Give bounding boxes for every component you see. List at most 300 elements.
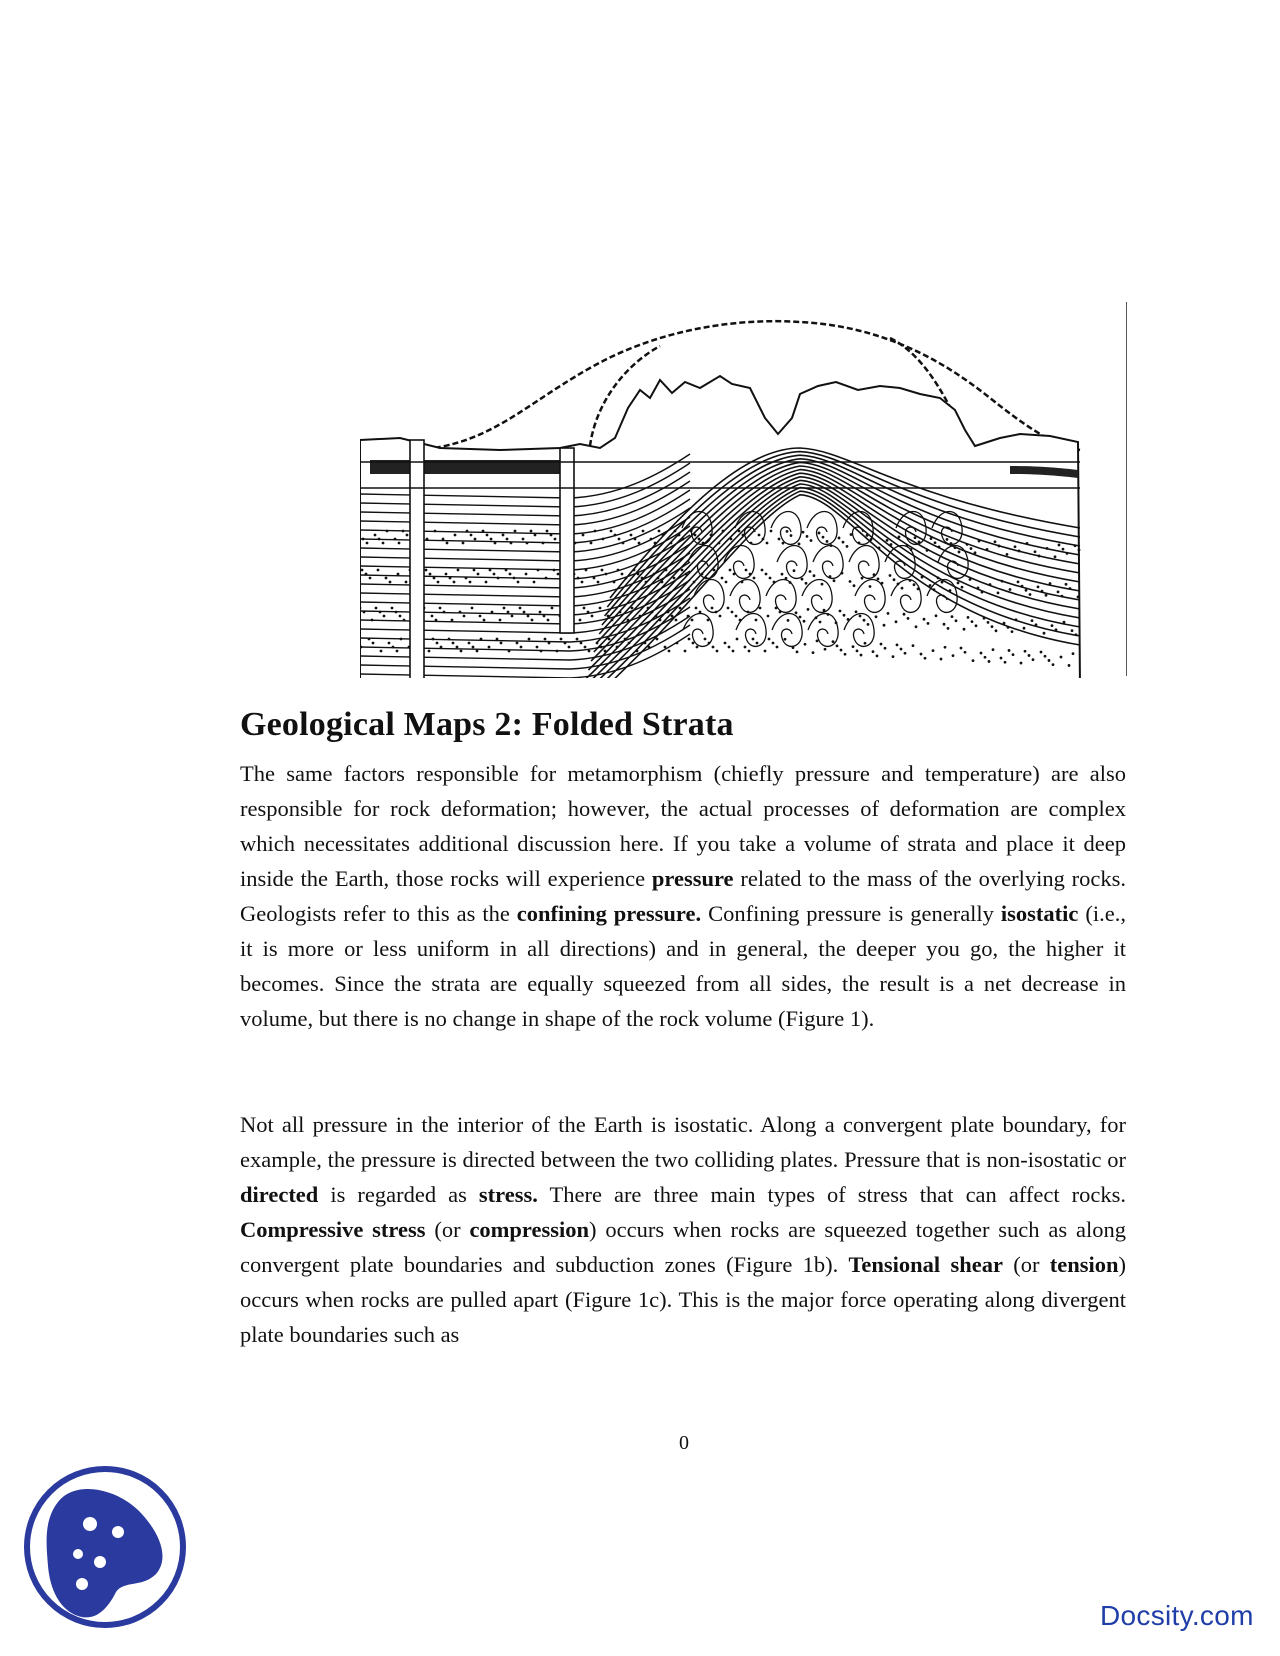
sandstone-dot (511, 615, 514, 618)
sandstone-dot (889, 574, 892, 577)
sandstone-dot (938, 546, 941, 549)
sandstone-dot (704, 638, 707, 641)
sandstone-dot (1038, 555, 1041, 558)
sandstone-dot (790, 534, 793, 537)
sandstone-dot (517, 581, 520, 584)
sandstone-dot (369, 577, 372, 580)
sandstone-dot (1023, 627, 1026, 630)
sandstone-dot (651, 611, 654, 614)
text-run: Not all pressure in the interior of the Earth is isostatic. Along a convergent plate boundary, for example, the pressure is directed between the two colliding plates. Pressure that is non-isostatic or (240, 1112, 1126, 1172)
docsity-brand-link[interactable]: Docsity.com (1100, 1600, 1254, 1631)
sandstone-dot (864, 642, 867, 645)
sandstone-dot (876, 654, 879, 657)
sandstone-dot (363, 611, 366, 614)
sandstone-dot (437, 581, 440, 584)
sandstone-dot (557, 573, 560, 576)
sandstone-dot (807, 608, 810, 611)
page-number: 0 (679, 1432, 689, 1454)
bold-term: stress. (478, 1182, 538, 1207)
sandstone-dot (449, 577, 452, 580)
sandstone-dot (1017, 581, 1020, 584)
sandstone-dot (983, 617, 986, 620)
sandstone-dot (900, 648, 903, 651)
text-run: ) occurs when rocks are pulled apart (Figure 1c). This is the major force operating along divergent plate boundaries such as (240, 1252, 1126, 1347)
sandstone-dot (622, 542, 625, 545)
sandstone-dot (910, 548, 913, 551)
sandstone-dot (602, 538, 605, 541)
sandstone-dot (536, 646, 539, 649)
sandstone-dot (398, 542, 401, 545)
sandstone-dot (855, 610, 858, 613)
sandstone-dot (365, 573, 368, 576)
sandstone-dot (1024, 650, 1027, 653)
sandstone-dot (747, 611, 750, 614)
sandstone-dot (397, 573, 400, 576)
sandstone-dot (951, 615, 954, 618)
sandstone-dot (712, 646, 715, 649)
sandstone-dot (395, 611, 398, 614)
sandstone-dot (818, 532, 821, 535)
sandstone-dot (628, 642, 631, 645)
sandstone-dot (654, 542, 657, 545)
logo-dot-3 (73, 1549, 83, 1559)
sandstone-dot (729, 569, 732, 572)
sandstone-dot (1032, 658, 1035, 661)
sandstone-dot (955, 619, 958, 622)
sandstone-dot (773, 581, 776, 584)
sandstone-dot (500, 642, 503, 645)
sandstone-dot (389, 581, 392, 584)
sandstone-dot (764, 650, 767, 653)
sandstone-dot (750, 542, 753, 545)
sandstone-dot (1063, 621, 1066, 624)
sandstone-dot (752, 638, 755, 641)
sandstone-dot (987, 621, 990, 624)
sandstone-dot (550, 534, 553, 537)
sandstone-dot (798, 543, 801, 546)
sandstone-dot (946, 538, 949, 541)
sandstone-dot (893, 578, 896, 581)
sandstone-dot (684, 650, 687, 653)
sandstone-dot (671, 615, 674, 618)
sandstone-dot (676, 642, 679, 645)
sandstone-dot (781, 573, 784, 576)
sandstone-dot (502, 534, 505, 537)
sandstone-dot (497, 577, 500, 580)
sandstone-dot (915, 625, 918, 628)
sandstone-dot (762, 538, 765, 541)
sandstone-dot (386, 530, 389, 533)
sandstone-dot (510, 542, 513, 545)
sandstone-dot (1048, 659, 1051, 662)
sandstone-dot (496, 638, 499, 641)
sandstone-dot (730, 538, 733, 541)
sandstone-dot (738, 530, 741, 533)
sandstone-dot (840, 649, 843, 652)
sandstone-dot (721, 577, 724, 580)
sandstone-dot (611, 619, 614, 622)
sandstone-dot (705, 577, 708, 580)
sandstone-dot (849, 580, 852, 583)
sandstone-dot (977, 587, 980, 590)
sandstone-dot (533, 581, 536, 584)
sandstone-dot (469, 581, 472, 584)
sandstone-dot (958, 551, 961, 554)
sandstone-dot (725, 581, 728, 584)
sandstone-dot (761, 569, 764, 572)
sandstone-dot (768, 638, 771, 641)
sandstone-dot (580, 642, 583, 645)
sandstone-dot (378, 538, 381, 541)
docsity-logo[interactable] (20, 1462, 190, 1632)
sandstone-dot (967, 616, 970, 619)
sandstone-dot (600, 646, 603, 649)
sandstone-dot (844, 653, 847, 656)
sandstone-dot (878, 547, 881, 550)
sandstone-dot (547, 619, 550, 622)
sandstone-dot (1011, 630, 1014, 633)
sandstone-dot (608, 638, 611, 641)
sandstone-dot (644, 642, 647, 645)
sandstone-dot (1051, 624, 1054, 627)
sandstone-dot (827, 613, 830, 616)
sandstone-dot (434, 530, 437, 533)
sandstone-dot (699, 611, 702, 614)
sandstone-dot (719, 615, 722, 618)
sandstone-dot (914, 536, 917, 539)
sandstone-dot (735, 615, 738, 618)
sandstone-dot (605, 573, 608, 576)
bold-term: directed (240, 1182, 319, 1207)
sandstone-dot (596, 642, 599, 645)
sandstone-dot (819, 621, 822, 624)
sandstone-dot (627, 619, 630, 622)
sandstone-dot (1077, 596, 1080, 599)
sandstone-dot (793, 569, 796, 572)
sandstone-dot (368, 638, 371, 641)
sandstone-dot (1078, 549, 1081, 552)
sandstone-dot (913, 583, 916, 586)
sandstone-dot (659, 619, 662, 622)
sandstone-dot (668, 650, 671, 653)
sandstone-dot (1044, 655, 1047, 658)
sandstone-dot (1026, 542, 1029, 545)
sandstone-dot (391, 607, 394, 610)
sandstone-dot (921, 576, 924, 579)
sandstone-dot (787, 619, 790, 622)
sandstone-dot (701, 573, 704, 576)
sandstone-dot (861, 577, 864, 580)
sandstone-dot (1069, 587, 1072, 590)
sandstone-dot (767, 615, 770, 618)
sandstone-dot (380, 650, 383, 653)
sandstone-dot (402, 530, 405, 533)
sandstone-dot (670, 542, 673, 545)
sandstone-dot (710, 534, 713, 537)
sandstone-dot (748, 650, 751, 653)
sandstone-dot (804, 643, 807, 646)
sandstone-dot (520, 646, 523, 649)
sandstone-dot (779, 611, 782, 614)
sandstone-dot (587, 611, 590, 614)
sandstone-dot (482, 530, 485, 533)
sandstone-dot (1040, 651, 1043, 654)
sandstone-dot (918, 541, 921, 544)
sandstone-dot (739, 619, 742, 622)
sandstone-dot (443, 611, 446, 614)
sandstone-dot (842, 541, 845, 544)
sandstone-dot (1007, 626, 1010, 629)
sandstone-dot (1009, 588, 1012, 591)
sandstone-dot (744, 646, 747, 649)
sandstone-dot (527, 615, 530, 618)
sandstone-dot (678, 534, 681, 537)
bold-term: pressure (651, 866, 734, 891)
sandstone-dot (433, 577, 436, 580)
sandstone-dot (637, 573, 640, 576)
sandstone-dot (619, 611, 622, 614)
sandstone-dot (405, 581, 408, 584)
sandstone-dot (519, 607, 522, 610)
sandstone-dot (753, 577, 756, 580)
sandstone-dot (459, 611, 462, 614)
sandstone-dot (957, 582, 960, 585)
sandstone-dot (722, 530, 725, 533)
text-run: (or (1002, 1252, 1050, 1277)
sandstone-dot (775, 607, 778, 610)
sandstone-dot (833, 579, 836, 582)
sandstone-dot (579, 619, 582, 622)
sandstone-dot (724, 642, 727, 645)
sandstone-dot (451, 619, 454, 622)
sandstone-dot (362, 538, 365, 541)
sandstone-dot (607, 615, 610, 618)
sandstone-dot (964, 651, 967, 654)
sandstone-dot (468, 642, 471, 645)
sandstone-dot (394, 538, 397, 541)
sandstone-dot (850, 533, 853, 536)
sandstone-dot (923, 618, 926, 621)
sandstone-dot (782, 542, 785, 545)
sandstone-dot (978, 540, 981, 543)
sandstone-dot (439, 607, 442, 610)
sandstone-dot (994, 540, 997, 543)
sandstone-dot (986, 548, 989, 551)
sandstone-dot (493, 573, 496, 576)
sandstone-dot (881, 582, 884, 585)
sandstone-dot (436, 642, 439, 645)
sandstone-dot (503, 607, 506, 610)
sandstone-dot (949, 589, 952, 592)
sandstone-dot (539, 611, 542, 614)
sandstone-dot (534, 534, 537, 537)
sandstone-dot (597, 581, 600, 584)
sandstone-dot (984, 656, 987, 659)
sandstone-dot (944, 646, 947, 649)
sandstone-dot (941, 581, 944, 584)
sandstone-dot (456, 646, 459, 649)
sandstone-dot (473, 569, 476, 572)
sandstone-dot (708, 642, 711, 645)
sandstone-dot (960, 647, 963, 650)
sandstone-dot (866, 534, 869, 537)
sandstone-dot (875, 615, 878, 618)
sandstone-dot (505, 569, 508, 572)
sandstone-dot (553, 569, 556, 572)
sandstone-dot (769, 577, 772, 580)
sandstone-dot (758, 534, 761, 537)
sandstone-dot (1041, 590, 1044, 593)
sandstone-dot (665, 569, 668, 572)
sandstone-dot (992, 648, 995, 651)
sandstone-dot (903, 613, 906, 616)
sandstone-dot (858, 542, 861, 545)
sandstone-dot (403, 619, 406, 622)
sandstone-dot (610, 530, 613, 533)
sandstone-dot (435, 619, 438, 622)
sandstone-dot (476, 650, 479, 653)
sandstone-dot (741, 581, 744, 584)
sandstone-dot (530, 530, 533, 533)
text-run: The same factors responsible for metamorphism (chiefly pressure and temperature) are also responsible for rock deformation; however, the actual processes of deformation are complex which necessitates additional discussion here. If you take a volume of strata and place it deep inside the Earth, those rocks will experience (240, 761, 1126, 891)
sandstone-dot (546, 530, 549, 533)
sandstone-dot (681, 569, 684, 572)
sandstone-dot (796, 650, 799, 653)
sandstone-dot (508, 650, 511, 653)
sandstone-dot (812, 651, 815, 654)
sandstone-dot (839, 610, 842, 613)
sandstone-dot (1074, 544, 1077, 547)
sandstone-dot (824, 648, 827, 651)
sandstone-dot (576, 638, 579, 641)
sandstone-dot (926, 549, 929, 552)
body-paragraph-2 (240, 1107, 1126, 1352)
sandstone-dot (377, 569, 380, 572)
sandstone-dot (873, 573, 876, 576)
sandstone-dot (950, 542, 953, 545)
sandstone-dot (1054, 555, 1057, 558)
sandstone-dot (431, 615, 434, 618)
sandstone-dot (815, 616, 818, 619)
sandstone-dot (471, 607, 474, 610)
sandstone-dot (1072, 652, 1075, 655)
sandstone-dot (542, 542, 545, 545)
sandstone-dot (1020, 662, 1023, 665)
sandstone-dot (711, 607, 714, 610)
sandstone-dot (523, 611, 526, 614)
sandstone-dot (728, 646, 731, 649)
sandstone-dot (1021, 585, 1024, 588)
sandstone-dot (673, 577, 676, 580)
sandstone-dot (1018, 550, 1021, 553)
sandstone-dot (1014, 545, 1017, 548)
sandstone-dot (601, 569, 604, 572)
sandstone-dot (577, 577, 580, 580)
sandstone-dot (901, 587, 904, 590)
sandstone-dot (554, 538, 557, 541)
sandstone-dot (379, 611, 382, 614)
sandstone-dot (755, 619, 758, 622)
sandstone-dot (584, 646, 587, 649)
text-run: related to the mass of the overlying rocks. Geologists refer to this as the (240, 866, 1126, 926)
sandstone-dot (551, 607, 554, 610)
sandstone-dot (687, 615, 690, 618)
sandstone-dot (613, 581, 616, 584)
sandstone-dot (1037, 586, 1040, 589)
sandstone-dot (513, 577, 516, 580)
sandstone-dot (537, 569, 540, 572)
sandstone-dot (494, 542, 497, 545)
sandstone-dot (454, 534, 457, 537)
logo-dot-1 (83, 1517, 97, 1531)
sandstone-dot (560, 638, 563, 641)
sandstone-dot (499, 619, 502, 622)
logo-dot-5 (76, 1578, 88, 1590)
sandstone-dot (969, 578, 972, 581)
sandstone-dot (396, 650, 399, 653)
sandstone-dot (620, 650, 623, 653)
sandstone-dot (1075, 633, 1078, 636)
sandstone-dot (870, 538, 873, 541)
sandstone-dot (883, 624, 886, 627)
sandstone-dot (778, 538, 781, 541)
text-run: is regarded as (318, 1182, 479, 1207)
sandstone-dot (691, 619, 694, 622)
sandstone-dot (749, 573, 752, 576)
sandstone-dot (679, 607, 682, 610)
sandstone-dot (1065, 583, 1068, 586)
sandstone-dot (488, 646, 491, 649)
sandstone-dot (1031, 619, 1034, 622)
sandstone-dot (604, 650, 607, 653)
sandstone-dot (971, 620, 974, 623)
sandstone-dot (400, 638, 403, 641)
sandstone-dot (624, 638, 627, 641)
sandstone-dot (707, 619, 710, 622)
sandstone-dot (593, 577, 596, 580)
sandstone-dot (581, 581, 584, 584)
sandstone-dot (859, 615, 862, 618)
borehole-right (560, 448, 574, 633)
sandstone-dot (509, 573, 512, 576)
sandstone-dot (445, 573, 448, 576)
sandstone-dot (1028, 654, 1031, 657)
sandstone-dot (872, 650, 875, 653)
sandstone-dot (841, 572, 844, 575)
sandstone-dot (452, 642, 455, 645)
sandstone-dot (442, 538, 445, 541)
sandstone-dot (446, 542, 449, 545)
folded-strata-figure (360, 298, 1130, 678)
sandstone-dot (429, 573, 432, 576)
sandstone-dot (940, 658, 943, 661)
sandstone-dot (810, 539, 813, 542)
sandstone-dot (440, 646, 443, 649)
sandstone-dot (460, 650, 463, 653)
sandstone-dot (1055, 628, 1058, 631)
sandstone-dot (892, 655, 895, 658)
sandstone-dot (483, 619, 486, 622)
bold-term: compression (469, 1217, 590, 1242)
sandstone-dot (933, 588, 936, 591)
sandstone-dot (1035, 623, 1038, 626)
sandstone-dot (650, 538, 653, 541)
sandstone-dot (920, 653, 923, 656)
sandstone-dot (457, 569, 460, 572)
sandstone-dot (907, 617, 910, 620)
sandstone-dot (522, 538, 525, 541)
sandstone-dot (636, 650, 639, 653)
